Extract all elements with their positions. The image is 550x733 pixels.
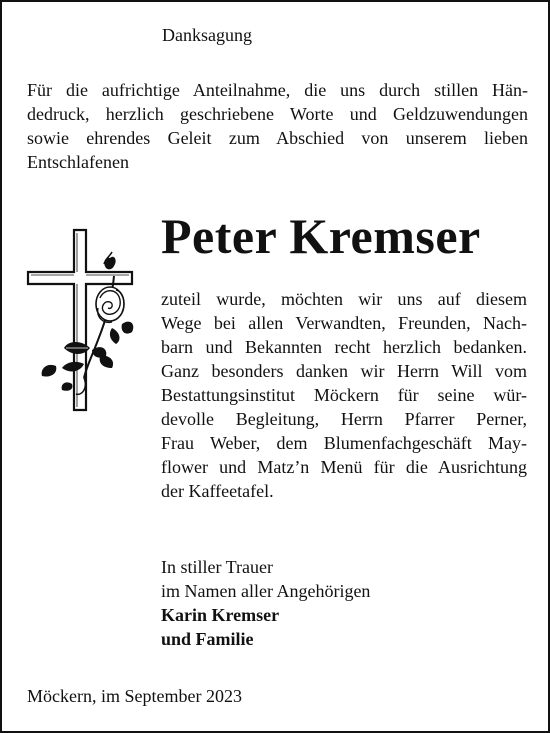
body-line: zuteil wurde, möchten wir uns auf diesem: [161, 289, 527, 309]
body-line: Ganz besonders danken wir Herrn Will vom: [161, 361, 527, 381]
body-line: der Kaffeetafel.: [161, 481, 274, 501]
closing-line: In stiller Trauer: [161, 557, 273, 577]
intro-line: sowie ehrendes Geleit zum Abschied von unserem lieben: [27, 128, 528, 148]
signer-name: Karin Kremser: [161, 605, 280, 625]
body-line: Frau Weber, dem Blumenfachgeschäft May-: [161, 433, 527, 453]
body-line: devolle Begleitung, Herrn Pfarrer Perner,: [161, 409, 527, 429]
cross-with-rose-icon: [26, 228, 138, 414]
heading: Danksagung: [162, 25, 252, 45]
body-line: flower und Matz’n Menü für die Ausrichtung: [161, 457, 527, 477]
intro-line: dedruck, herzlich geschriebene Worte und Geldzuwendungen: [27, 104, 528, 124]
body-line: barn und Bekannten recht herzlich bedanken.: [161, 337, 527, 357]
signer-family: und Familie: [161, 629, 254, 649]
intro-paragraph: [27, 78, 528, 174]
body-line: Wege bei allen Verwandten, Freunden, Nach-: [161, 313, 527, 333]
deceased-name: Peter Kremser: [161, 208, 481, 264]
place-date: Möckern, im September 2023: [27, 686, 242, 706]
intro-line: Entschlafenen: [27, 152, 129, 172]
body-paragraph: [161, 287, 527, 503]
closing-block: [161, 555, 370, 651]
closing-line: im Namen aller Angehörigen: [161, 581, 371, 601]
intro-line: Für die aufrichtige Anteilnahme, die uns durch stillen Hän-: [27, 80, 528, 100]
body-line: Bestattungsinstitut Möckern für seine wür-: [161, 385, 527, 405]
